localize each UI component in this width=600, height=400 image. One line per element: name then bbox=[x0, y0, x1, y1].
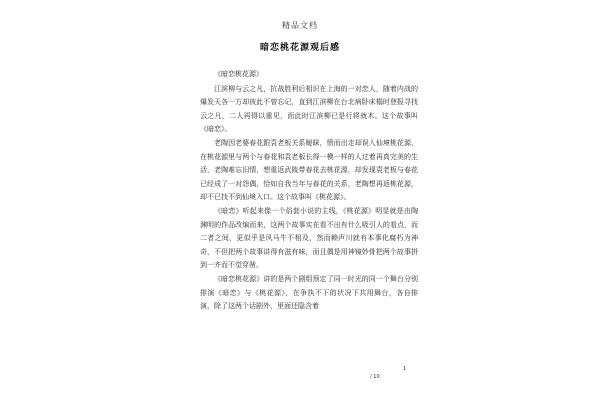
document-title: 暗恋桃花源观后感 bbox=[259, 43, 340, 53]
margin-mark: 1 bbox=[403, 366, 407, 372]
paragraph: 江滨柳与云之凡，抗战胜利后相识在上海的一对恋人，随着内战的爆发天各一方却彼此不曾忘记，直到江滨柳在台北病卧床榻时登报寻找云之凡，二人再得以重见，而此时江滨柳已是行将就木。这个故事叫《暗恋》。 bbox=[200, 84, 418, 134]
document-body bbox=[200, 68, 418, 314]
paragraph: 老陶因老婆春花跟袁老板关系暧昧，愤而出走却误入仙境桃花源，在桃花源里与两个与春花和袁老板长得一模一样的人过着再真完美的生活，老陶难忘旧情，想重返武陵带春花去桃花源，却发现袁老板与春花已经成了一对怨偶，恰如自我当年与春花的关系，老陶想再返桃花源，却不已找不到仙境入口。这个故事叫《桃花源》。 bbox=[200, 138, 418, 202]
page-header: 精品文档 bbox=[282, 21, 318, 30]
page-number: / 10 bbox=[370, 374, 380, 380]
paragraph: 《暗恋桃花源》讲的是两个剧组预定了同一时光的同一个舞台分别排演《暗恋》与《桃花源》，在争执不下的状况下共用舞台，各自排演，除了这两个话剧外，里面还隐含着 bbox=[200, 274, 418, 311]
paragraph: 《暗恋》听起来像一个俗套小说的主线，《桃花源》明显就是由陶渊明的作品改编而来，这两个故事实在看不出有什么吸引人的看点，而二者之间，更似乎是风马牛不相及，然而赖声川就有本事化腐朽为神奇，不但把两个故事讲得有滋有味，而且偶是用神镜妙骨把两个故事拼到一齐而不觉穿凿。 bbox=[200, 206, 418, 270]
paragraph-heading: 《暗恋桃花源》 bbox=[214, 70, 263, 78]
